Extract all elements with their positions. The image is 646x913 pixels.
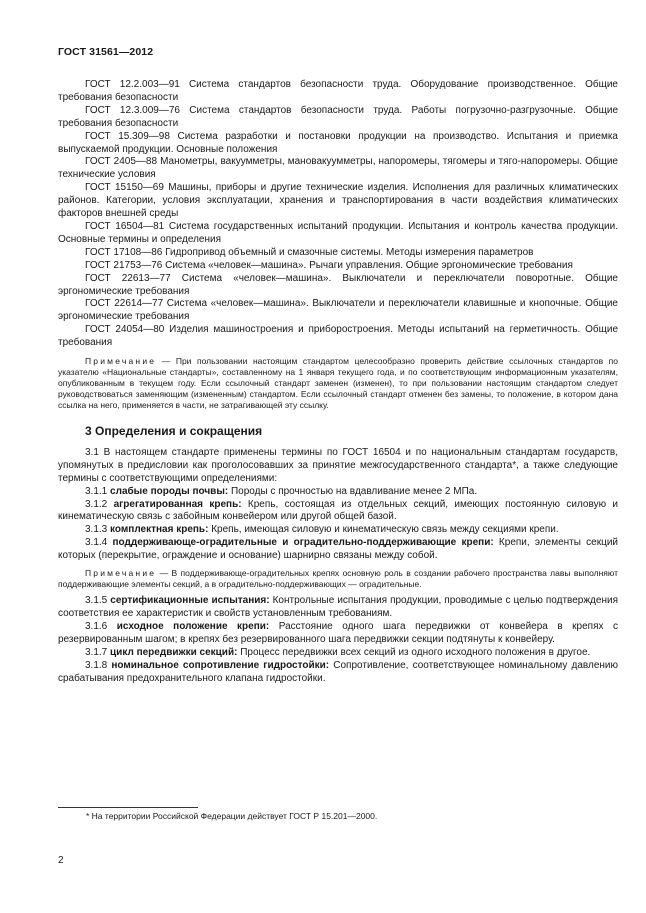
definition-number: 3.1.6 [85,620,117,632]
note-label: Примечание [85,356,157,367]
definition-number: 3.1.2 [85,498,114,510]
reference-item: ГОСТ 24054—80 Изделия машиностроения и приборостроения. Методы испытаний на герметичность. Общие требования [58,324,618,349]
definition-text: Расстояние одного шага передвижки от конвейера в крепях с резервированным шагом; в крепях без резервированного шага передвижки секции подтянуты к конвейеру. [58,620,618,645]
definition-item [58,660,618,686]
footnote: * На территории Российской Федерации действует ГОСТ Р 15.201—2000. [86,811,378,821]
definition-term: слабые породы почвы: [110,485,229,497]
page-number: 2 [58,855,64,866]
reference-note [58,356,618,411]
section-title: 3 Определения и сокращения [85,424,263,439]
section-intro: 3.1 В настоящем стандарте применены термины по ГОСТ 16504 и по национальным стандартам государств, упомянутых в предисловии как проголосовавших за принятие межгосударственного стандарта*, а также следующие термины с соответствующими определениями: [58,446,618,484]
definition-number: 3.1.3 [85,524,111,536]
reference-item: ГОСТ 12.2.003—91 Система стандартов безопасности труда. Оборудование производственное. Общие требования безопасности [58,79,618,103]
note-text: — В поддерживающе-оградительных крепях основную роль в создании рабочего пространства лавы выполняют поддерживающие элементы секций, а в оградительно-поддерживающих — оградительные. [58,568,618,590]
reference-item: ГОСТ 21753—76 Система «человек—машина». Рычаги управления. Общие эргономические требования [85,259,573,271]
definition-text: Породы с прочностью на вдавливание менее 2 МПа. [228,485,478,497]
definition-number: 3.1.7 [85,646,111,658]
definition-term: цикл передвижки секций: [110,646,238,658]
definition-item [58,537,618,563]
definition-item [58,499,618,525]
definition-text: Крепи, элементы секций которых (перекрытие, ограждение и основание) шарнирно связаны между собой. [58,537,618,562]
definition-term: комплектная крепь: [110,524,209,536]
definition-text: Крепь, имеющая силовую и кинематическую связь между секциями крепи. [208,524,559,536]
definition-number: 3.1.4 [85,537,113,549]
definition-item [58,595,618,621]
reference-item: ГОСТ 2405—88 Манометры, вакуумметры, мановакуумметры, напоромеры, тягомеры и тяго-напоромеры. Общие технические условия [58,156,618,181]
footnote-divider [58,807,198,808]
definition-note [58,568,618,590]
definition-term: сертификационные испытания: [110,595,270,607]
definition-number: 3.1.8 [85,659,112,671]
definition-term: агрегатированная крепь: [113,498,242,510]
definition-term: поддерживающе-оградительные и оградительно-поддерживающие крепи: [112,537,494,549]
definition-text: Процесс передвижки всех секций из одного исходного положения в другое. [237,646,591,658]
reference-item: ГОСТ 22614—77 Система «человек—машина». Выключатели и переключатели клавишные и кнопочные. Общие эргономические требования [58,298,618,323]
page-header: ГОСТ 31561—2012 [58,46,154,58]
definition-text: Сопротивление, соответствующее номинальному давлению срабатывания предохранительного клапана гидростойки. [58,659,618,684]
definition-item [58,486,618,499]
note-label: Примечание [85,568,157,579]
reference-item: ГОСТ 22613—77 Система «человек—машина». Выключатели и переключатели поворотные. Общие эргономические требования [58,272,618,297]
definition-text: Контрольные испытания продукции, проводимые с целью подтверждения соответствия ее характеристик и свойств установленным требованиям. [58,595,618,619]
reference-item: ГОСТ 16504—81 Система государственных испытаний продукции. Испытания и контроль качества продукции. Основные термины и определения [58,220,618,245]
reference-item: ГОСТ 15150—69 Машины, приборы и другие технические изделия. Исполнения для различных климатических районов. Категории, условия эксплуатации, хранения и транспортирования в части воздействия климатических факторов внешней среды [58,182,618,220]
definition-item [58,621,618,647]
note-text: — При пользовании настоящим стандартом целесообразно проверить действие ссылочных стандартов по указателю «Национальные стандарты», составленному на 1 января текущего года, и по соответствующим информационным указателям, опубликованным в текущем году. Если ссылочный стандарт заменен (изменен), то при пользовании настоящим стандартом следует руководствоваться заменяющим (измененным) стандартом. Если ссылочный стандарт отменен без замены, то положение, в котором дана ссылка на него, применяется в части, не затрагивающей эту ссылку. [58,356,618,411]
definition-item [58,647,618,660]
definition-text: Крепь, состоящая из отдельных секций, имеющих постоянную силовую и кинематическую связь с забойным конвейером или другой общей базой. [58,498,618,523]
definition-term: исходное положение крепи: [116,620,270,632]
definition-number: 3.1.5 [85,595,111,607]
reference-item: ГОСТ 15.309—98 Система разработки и постановки продукции на производство. Испытания и приемка выпускаемой продукции. Основные положения [58,130,618,155]
definition-number: 3.1.1 [85,485,111,497]
definition-item [58,524,618,537]
document-body [58,79,618,685]
reference-item: ГОСТ 17108—86 Гидропривод объемный и смазочные системы. Методы измерения параметров [85,246,534,258]
reference-item: ГОСТ 12.3.009—76 Система стандартов безопасности труда. Работы погрузочно-разгрузочные. Общие требования безопасности [58,104,618,129]
definition-term: номинальное сопротивление гидростойки: [111,659,330,671]
